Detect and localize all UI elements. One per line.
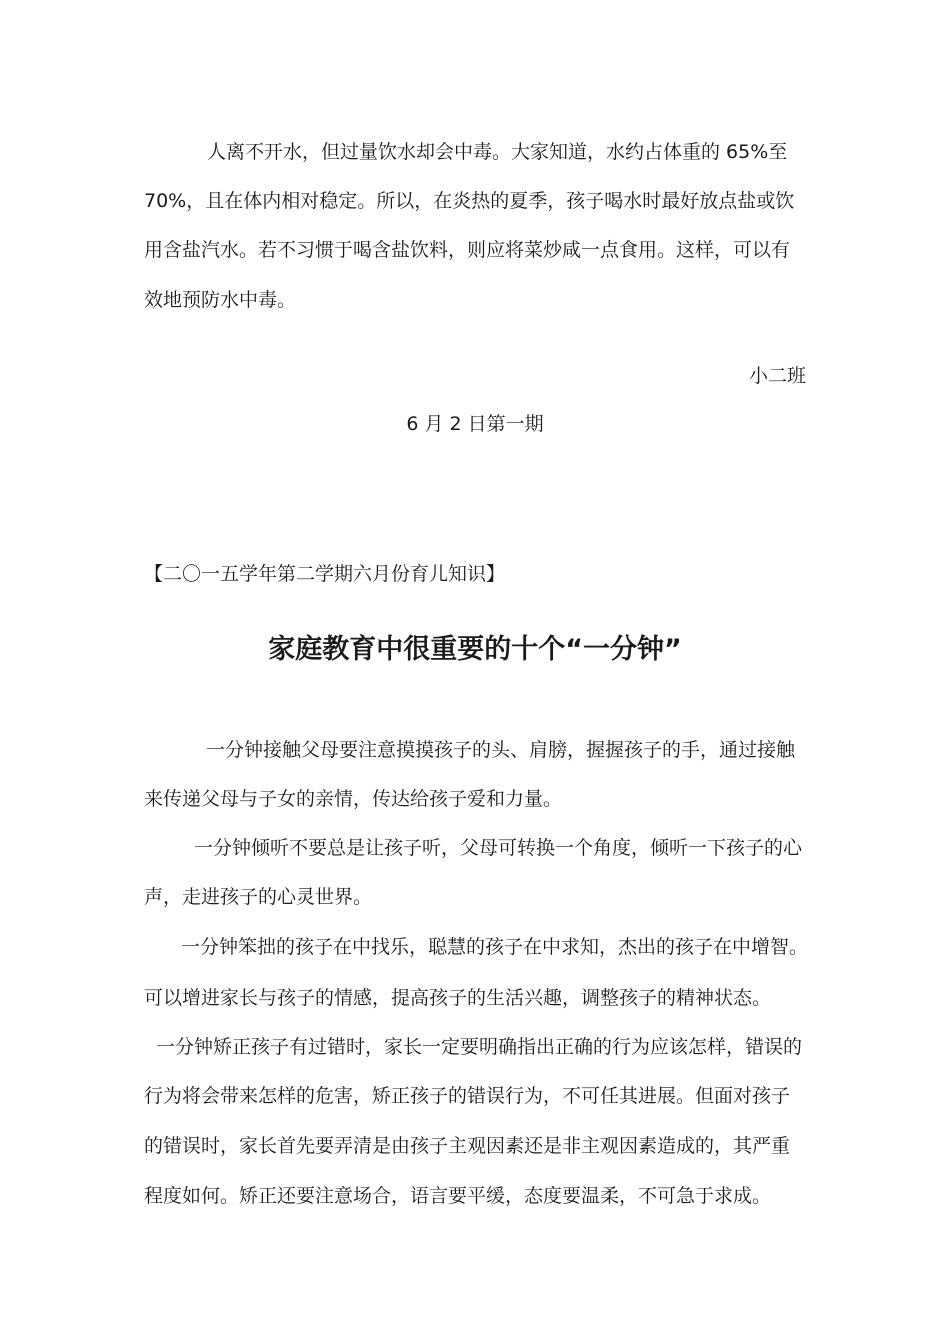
class-signature: 小二班 bbox=[748, 365, 806, 387]
paragraph-line: 程度如何。矫正还要注意场合，语言要平缓，态度要温柔，不可急于求成。 bbox=[144, 1185, 772, 1207]
paragraph-line: 人离不开水，但过量饮水却会中毒。大家知道，水约占体重的 65%至 bbox=[207, 141, 788, 163]
paragraph-line: 效地预防水中毒。 bbox=[144, 289, 297, 311]
paragraph-line: 一分钟笨拙的孩子在中找乐，聪慧的孩子在中求知，杰出的孩子在中增智。 bbox=[181, 936, 809, 958]
paragraph-line: 用含盐汽水。若不习惯于喝含盐饮料，则应将菜炒咸一点食用。这样，可以有 bbox=[144, 239, 791, 261]
paragraph-line: 声，走进孩子的心灵世界。 bbox=[144, 886, 373, 908]
paragraph-line: 行为将会带来怎样的危害，矫正孩子的错误行为，不可任其进展。但面对孩子 bbox=[144, 1085, 791, 1107]
paragraph-line: 70%，且在体内相对稳定。所以，在炎热的夏季，孩子喝水时最好放点盐或饮 bbox=[144, 190, 795, 212]
article-heading: 家庭教育中很重要的十个“一分钟” bbox=[268, 634, 682, 665]
paragraph-line: 一分钟矫正孩子有过错时，家长一定要明确指出正确的行为应该怎样，错误的 bbox=[156, 1036, 803, 1058]
paragraph-line: 可以增进家长与孩子的情感，提高孩子的生活兴趣，调整孩子的精神状态。 bbox=[144, 987, 772, 1009]
bracket-title: 【二〇一五学年第二学期六月份育儿知识】 bbox=[144, 563, 506, 585]
paragraph-line: 一分钟倾听不要总是让孩子听，父母可转换一个角度，倾听一下孩子的心 bbox=[194, 837, 803, 859]
paragraph-line: 的错误时，家长首先要弄清是由孩子主观因素还是非主观因素造成的，其严重 bbox=[144, 1135, 791, 1157]
paragraph-line: 来传递父母与子女的亲情，传达给孩子爱和力量。 bbox=[144, 788, 563, 810]
paragraph-line: 一分钟接触父母要注意摸摸孩子的头、肩膀，握握孩子的手，通过接触 bbox=[206, 739, 796, 761]
issue-date: 6 月 2 日第一期 bbox=[406, 413, 544, 435]
